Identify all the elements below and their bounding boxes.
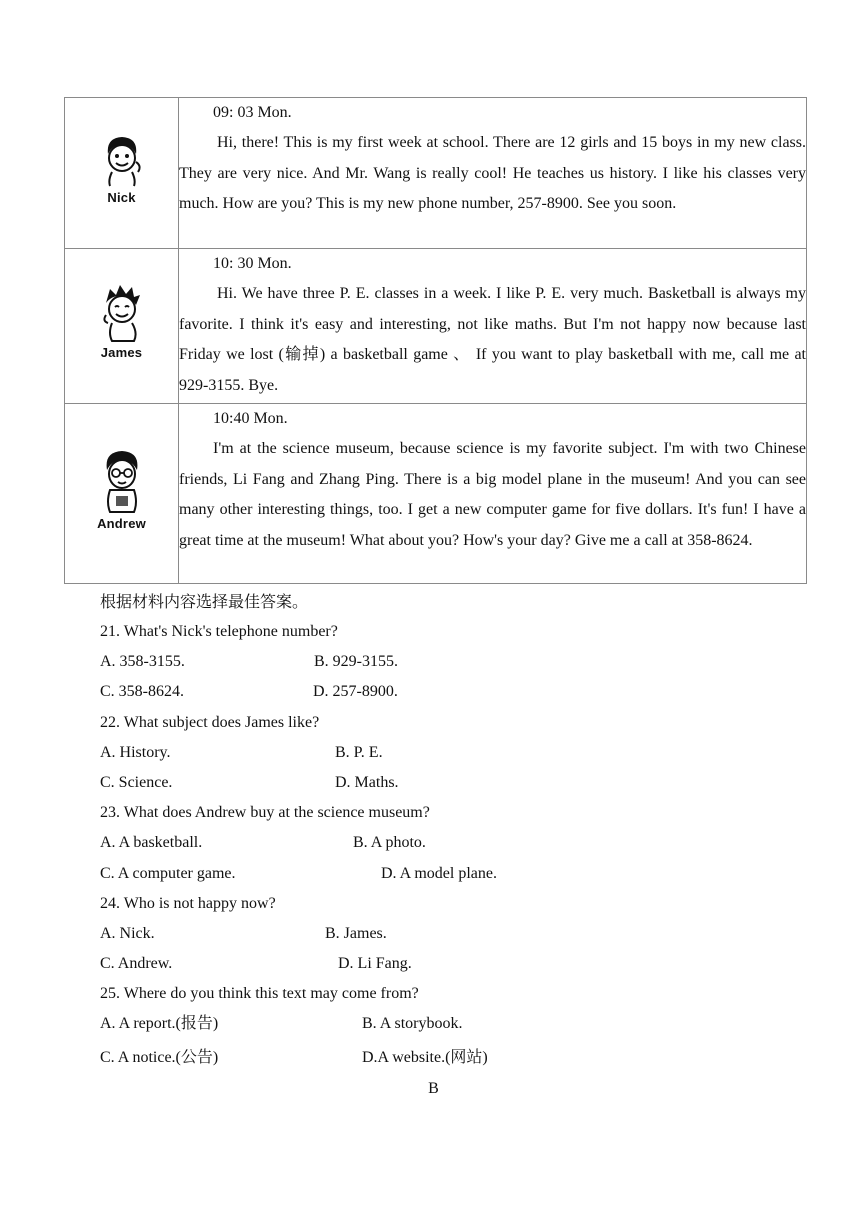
option-b: B. 929-3155. (314, 653, 398, 671)
avatar-cell (65, 404, 179, 584)
option-d: D.A website.(网站) (362, 1048, 488, 1066)
question-stem: 23. What does Andrew buy at the science museum? (100, 804, 430, 822)
message-body: I'm at the science museum, because science is my favorite subject. I'm with two Chinese friends, Li Fang and Zhang Ping. There is a big model plane in the museum! And you can see many other interesting things, too. I get a new computer game for five dollars. It's fun! I have a great time at the museum! What about you? How's your day? Give me a call at 358-8624. (179, 440, 806, 549)
option-c: C. 358-8624. (100, 683, 184, 701)
option-a: A. History. (100, 743, 171, 761)
option-row (100, 677, 800, 707)
option-b: B. A storybook. (362, 1015, 463, 1033)
avatar-nick (65, 98, 178, 205)
message-cell (179, 249, 807, 404)
option-b: B. James. (325, 924, 387, 942)
avatar-james (65, 249, 178, 360)
option-row (100, 1009, 800, 1039)
option-b: B. A photo. (353, 834, 426, 852)
message-row-james (65, 249, 807, 404)
question-stem: 22. What subject does James like? (100, 713, 320, 731)
section-label: B (428, 1080, 439, 1097)
message-body: Hi, there! This is my first week at school. There are 12 girls and 15 boys in my new class. They are very nice. And Mr. Wang is really cool! He teaches us history. I like his classes very much. How are you? This is my new phone number, 257-8900. See you soon. (179, 134, 806, 212)
option-row (100, 919, 800, 949)
option-row (100, 828, 800, 858)
boy-cartoon-icon (96, 281, 148, 343)
option-c: C. A notice.(公告) (100, 1048, 219, 1066)
option-c: C. Andrew. (100, 955, 173, 973)
message-time: 09: 03 Mon. (213, 104, 292, 121)
option-c: C. Science. (100, 773, 173, 791)
option-row (100, 647, 800, 677)
option-d: D. A model plane. (381, 864, 497, 882)
option-d: D. Maths. (335, 773, 399, 791)
avatar-name: Andrew (97, 516, 146, 531)
option-a: A. Nick. (100, 924, 155, 942)
avatar-cell (65, 249, 179, 404)
option-a: A. A basketball. (100, 834, 203, 852)
message-cell (179, 98, 807, 249)
messages-table (64, 97, 807, 584)
option-d: D. 257-8900. (313, 683, 398, 701)
question-stem: 24. Who is not happy now? (100, 894, 276, 912)
avatar-name: James (100, 345, 143, 360)
option-d: D. Li Fang. (338, 955, 412, 973)
message-row-andrew (65, 404, 807, 584)
option-a: A. A report.(报告) (100, 1015, 219, 1033)
option-row (100, 949, 800, 979)
option-row (100, 768, 800, 798)
option-row (100, 1040, 800, 1074)
option-c: C. A computer game. (100, 864, 236, 882)
boy-cartoon-icon (98, 132, 146, 188)
message-cell (179, 404, 807, 584)
message-time: 10:40 Mon. (213, 410, 288, 427)
question-list (100, 617, 800, 1074)
question-stem: 21. What's Nick's telephone number? (100, 623, 338, 640)
option-b: B. P. E. (335, 743, 383, 761)
avatar-andrew (65, 404, 178, 531)
question-stem: 25. Where do you think this text may come from? (100, 985, 419, 1003)
option-row (100, 859, 800, 889)
message-time: 10: 30 Mon. (213, 255, 292, 272)
instruction-text: 根据材料内容选择最佳答案。 (100, 594, 309, 611)
boy-with-glasses-icon (98, 446, 146, 514)
avatar-cell (65, 98, 179, 249)
option-row (100, 738, 800, 768)
option-a: A. 358-3155. (100, 653, 185, 671)
message-body: Hi. We have three P. E. classes in a week. I like P. E. very much. Basketball is always my favorite. I think it's easy and interesting, not like maths. But I'm not happy now because last Friday we lost (输掉) a basketball game 、 If you want to play basketball with me, call me at 929-3155. Bye. (179, 285, 806, 394)
avatar-name: Nick (107, 190, 136, 205)
message-row-nick (65, 98, 807, 249)
